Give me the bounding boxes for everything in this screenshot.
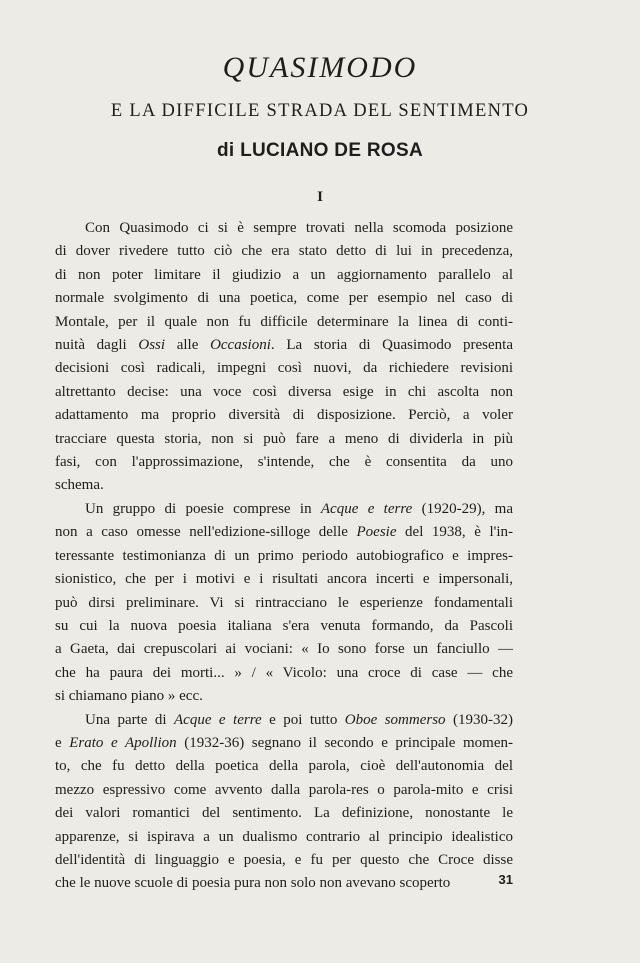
text-line: to, che fu detto della poetica della parola, cioè dell'autonomia del — [55, 758, 513, 775]
text-line: che le nuove scuole di poesia pura non solo non avevano scoperto — [55, 875, 451, 892]
paragraph — [55, 498, 513, 709]
text-line: dell'identità di linguaggio e poesia, e fu per questo che Croce disse — [55, 851, 513, 868]
text-line: Con Quasimodo ci si è sempre trovati nella scomoda posizione — [85, 220, 513, 236]
text-line: nuità dagli Ossi alle Occasioni. La storia di Quasimodo presenta — [55, 337, 513, 354]
text-line: normale svolgimento di una poetica, come per esempio nel caso di — [55, 290, 513, 307]
text-line: Una parte di Acque e terre e poi tutto Oboe sommerso (1930-32) — [85, 711, 513, 728]
text-line: su cui la nuova poesia italiana s'era venuta formando, da Pascoli — [55, 617, 513, 634]
page-number: 31 — [498, 872, 513, 887]
text-line: dei valori romantici del sentimento. La definizione, nonostante le — [55, 805, 513, 822]
text-line: tracciare questa storia, non si può fare a meno di dividerla in più — [55, 430, 513, 447]
text-line: Un gruppo di poesie comprese in Acque e terre (1920-29), ma — [85, 500, 513, 517]
text-line: a Gaeta, dai crepuscolari ai vociani: « Io sono forse un fanciullo — — [55, 641, 513, 658]
text-line: altrettanto decise: una voce così diversa esige in chi ascolta non — [55, 383, 513, 400]
text-line: decisioni così radicali, impegni così nuovi, da richiedere revisioni — [55, 360, 513, 377]
article-subtitle: E LA DIFFICILE STRADA DEL SENTIMENTO — [110, 101, 530, 121]
text-line: teressante testimonianza di un primo periodo autobiografico e impres- — [55, 547, 513, 564]
text-line: fasi, con l'approssimazione, s'intende, che è consentita da uno — [55, 454, 513, 471]
text-line: adattamento ma proprio diversità di disposizione. Perciò, a voler — [55, 407, 513, 424]
paragraph — [55, 217, 513, 498]
article-title: QUASIMODO — [222, 51, 418, 84]
text-line: e Erato e Apollion (1932-36) segnano il secondo e principale momen- — [55, 734, 513, 751]
paragraph — [55, 709, 513, 896]
text-line: che ha paura dei morti... » / « Vicolo: una croce di case — che — [55, 664, 513, 681]
text-line: sionistico, che per i motivi e i risultati ancora incerti e impersonali, — [55, 571, 513, 588]
text-line: di dover rivedere tutto ciò che era stato detto di lui in precedenza, — [55, 243, 513, 260]
text-line: può dirsi preliminare. Vi si rintracciano le esperienze fondamentali — [55, 594, 513, 611]
text-line: apparenze, si ispirava a un dualismo contrario al principio idealistico — [55, 828, 513, 845]
text-line: schema. — [55, 477, 104, 494]
text-line: mezzo espressivo come avvento dalla parola-res o parola-mito e crisi — [55, 781, 513, 798]
section-numeral: I — [317, 189, 323, 205]
article-author: di LUCIANO DE ROSA — [217, 140, 423, 161]
text-line: si chiamano piano » ecc. — [55, 688, 203, 705]
text-line: di non poter limitare il giudizio a un aggiornamento parallelo al — [55, 266, 513, 283]
article-body — [55, 217, 513, 896]
text-line: non a caso omesse nell'edizione-silloge delle Poesie del 1938, è l'in- — [55, 524, 513, 541]
text-line: Montale, per il quale non fu difficile determinare la linea di conti- — [55, 313, 513, 330]
